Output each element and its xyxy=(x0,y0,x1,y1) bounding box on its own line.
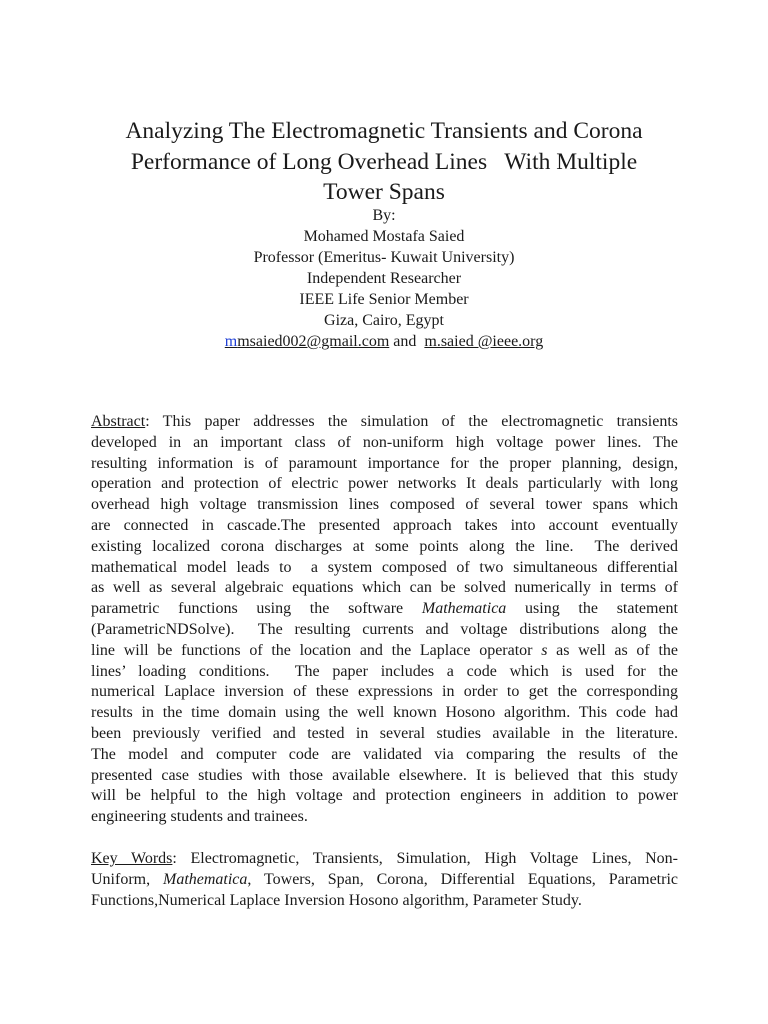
abstract-line: overhead high voltage transmission lines composed of several tower spans which xyxy=(91,496,678,514)
title-line: Performance of Long Overhead Lines With Multiple xyxy=(130,148,638,175)
abstract-line: existing localized corona discharges at some points along the line. The derived xyxy=(91,537,678,555)
email-rest: msaied002@gmail.com xyxy=(237,333,390,350)
abstract-label: Abstract xyxy=(91,413,146,430)
email-first-letter: m xyxy=(224,333,238,350)
author-block xyxy=(90,205,678,352)
abstract-line: operation and protection of electric power networks It deals particularly with long xyxy=(91,475,678,493)
by-label: By: xyxy=(372,207,396,224)
author-emails xyxy=(90,331,678,352)
title-line: Tower Spans xyxy=(323,179,445,205)
title-line: Analyzing The Electromagnetic Transients and Corona xyxy=(125,118,643,144)
keywords-label: Key Words xyxy=(91,850,173,867)
abstract-line: been previously verified and tested in several studies available in the literature. xyxy=(91,724,678,742)
email-link-gmail[interactable] xyxy=(225,333,390,350)
abstract-text: : This paper addresses the simulation of the electromagnetic transients xyxy=(145,413,678,430)
email-link-ieee[interactable]: m.saied @ieee.org xyxy=(424,333,544,350)
abstract-line: presented case studies with those available elsewhere. It is believed that this study xyxy=(91,766,678,784)
keywords-line: Functions,Numerical Laplace Inversion Hosono algorithm, Parameter Study. xyxy=(91,891,582,909)
author-location: Giza, Cairo, Egypt xyxy=(324,312,444,329)
abstract-line xyxy=(91,412,678,433)
software-name: Mathematica xyxy=(421,600,507,618)
abstract-section xyxy=(91,412,678,828)
abstract-line: mathematical model leads to a system composed of two simultaneous differential xyxy=(91,558,678,576)
abstract-line: The model and computer code are validated via comparing the results of the xyxy=(91,745,678,763)
abstract-text: as well as of the xyxy=(547,641,679,659)
abstract-line: are connected in cascade.The presented approach takes into account eventually xyxy=(91,516,678,534)
abstract-line xyxy=(91,641,678,662)
keywords-line xyxy=(91,870,678,891)
paper-title xyxy=(90,116,678,208)
keywords-text: : Electromagnetic, Transients, Simulation, High Voltage Lines, Non- xyxy=(172,850,679,867)
abstract-text: line will be functions of the location and the Laplace operator xyxy=(91,641,542,659)
abstract-line: resulting information is of paramount importance for the proper planning, design, xyxy=(91,454,678,472)
abstract-line: engineering students and trainees. xyxy=(91,808,308,826)
author-membership: IEEE Life Senior Member xyxy=(299,291,469,308)
abstract-line: as well as several algebraic equations which can be solved numerically in terms of xyxy=(91,579,678,597)
author-name: Mohamed Mostafa Saied xyxy=(303,228,465,245)
keywords-text: Uniform, xyxy=(91,870,163,888)
keywords-section xyxy=(91,849,678,911)
keywords-line xyxy=(91,849,678,870)
abstract-line: (ParametricNDSolve). The resulting currents and voltage distributions along the xyxy=(91,620,678,638)
abstract-line: results in the time domain using the well known Hosono algorithm. This code had xyxy=(91,704,678,722)
abstract-line xyxy=(91,599,678,620)
author-role: Independent Researcher xyxy=(306,270,462,287)
abstract-text: parametric functions using the software xyxy=(91,600,422,618)
abstract-line: lines’ loading conditions. The paper includes a code which is used for the xyxy=(91,662,678,680)
keywords-text: , Towers, Span, Corona, Differential Equations, Parametric xyxy=(247,870,678,888)
email-and: and xyxy=(389,333,425,350)
software-name: Mathematica xyxy=(162,870,248,888)
abstract-line: will be helpful to the high voltage and protection engineers in addition to power xyxy=(91,787,678,805)
laplace-symbol: s xyxy=(541,641,548,659)
abstract-line: numerical Laplace inversion of these expressions in order to get the corresponding xyxy=(91,683,678,701)
abstract-text: using the statement xyxy=(506,600,679,618)
author-position: Professor (Emeritus- Kuwait University) xyxy=(253,249,515,266)
abstract-line: developed in an important class of non-uniform high voltage power lines. The xyxy=(91,433,678,451)
